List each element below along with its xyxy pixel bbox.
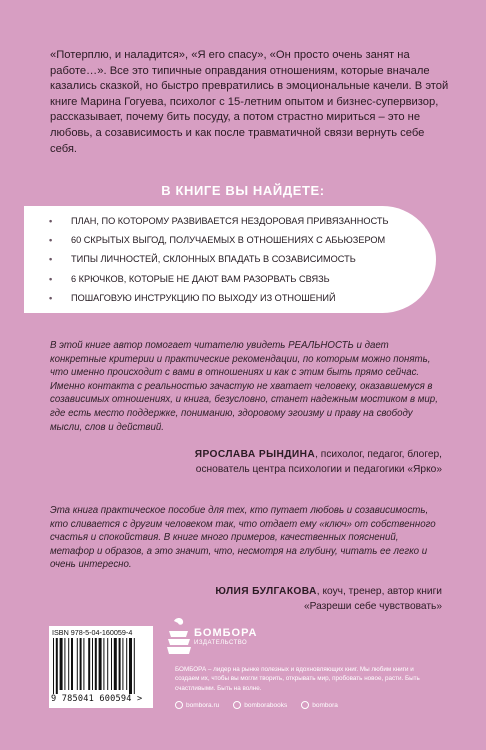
publisher-socials — [175, 701, 338, 709]
section-title: В КНИГЕ ВЫ НАЙДЕТЕ: — [161, 183, 325, 198]
social-site-label: bombora.ru — [186, 701, 220, 709]
contents-list — [49, 212, 436, 308]
list-item — [49, 212, 436, 231]
social-facebook[interactable] — [233, 701, 287, 709]
bullet-icon: • — [49, 254, 53, 265]
list-item-text: 6 КРЮЧКОВ, КОТОРЫЕ НЕ ДАЮТ ВАМ РАЗОРВАТЬ СВЯЗЬ — [71, 273, 330, 284]
review-attribution-2 — [215, 585, 442, 614]
bombora-logo-icon — [166, 617, 192, 657]
author-role-line2: основатель центра психологии и педагогики «Ярко» — [195, 463, 442, 475]
intro-text: Все это типичные оправдания отношениям, которые вначале казались сказкой, но быстро превратились в эмоциональные качели. В этой книге Марина Гогуева, психолог с 15-летним опытом и бизнес-супервизор, рассказывает, почему бить посуду, а потом страстно мириться – это не любовь, а созависимость и как после травматичной связи вернуть себе себя. — [50, 64, 449, 155]
contents-list-box — [24, 206, 436, 313]
list-item-text: 60 СКРЫТЫХ ВЫГОД, ПОЛУЧАЕМЫХ В ОТНОШЕНИЯХ С АБЬЮЗЕРОМ — [71, 235, 386, 246]
instagram-icon — [301, 701, 309, 709]
author-role: , коуч, тренер, автор книги — [316, 586, 442, 597]
publisher-name: БОМБОРА — [194, 627, 258, 639]
bullet-icon: • — [49, 235, 53, 246]
list-item — [49, 250, 436, 269]
barcode-bars-icon — [53, 638, 149, 694]
bullet-icon: • — [49, 273, 53, 284]
review-attribution-1 — [195, 448, 442, 477]
review-quote-2: Эта книга практическое пособие для тех, кто путает любовь и созависимость, кто сливается с другим человеком так, что отдает ему «ключ» от собственного счастья и спокойствия. В книге много примеров, качественных пояснений, метафор и образов, а это значит, что, несмотря на глубину, читать ее легко и очень интересно. — [50, 505, 436, 571]
intro-quotes: «Потерплю, и наладится», «Я его спасу», «Он просто очень занят на работе…». — [50, 49, 410, 77]
list-item — [49, 231, 436, 250]
list-item-text: ПЛАН, ПО КОТОРОМУ РАЗВИВАЕТСЯ НЕЗДОРОВАЯ ПРИВЯЗАННОСТЬ — [71, 216, 389, 226]
globe-icon — [175, 701, 183, 709]
author-name: ЯРОСЛАВА РЫНДИНА — [194, 449, 316, 460]
barcode-number: 9 785041 600594 > — [51, 694, 143, 704]
list-item — [49, 270, 436, 289]
isbn-text: ISBN 978-5-04-160059-4 — [52, 628, 133, 637]
intro-paragraph — [50, 48, 450, 157]
facebook-icon — [233, 701, 241, 709]
list-item-text: ТИПЫ ЛИЧНОСТЕЙ, СКЛОННЫХ ВПАДАТЬ В СОЗАВИСИМОСТЬ — [71, 254, 356, 265]
bullet-icon: • — [49, 216, 53, 226]
author-role-line2: «Разреши себе чувствовать» — [303, 600, 442, 612]
author-name: ЮЛИЯ БУЛГАКОВА — [215, 586, 317, 597]
social-facebook-label: bomborabooks — [244, 701, 288, 709]
list-item — [49, 289, 436, 308]
review-quote-1: В этой книге автор помогает читателю увидеть РЕАЛЬНОСТЬ и дает конкретные критерии и практические рекомендации, по которым можно понять, что именно происходит с вами в отношениях и как с этим быть прямо сейчас. Именно контакта с реальностью зачастую не хватает человеку, оказавшемуся в созависимых отношениях, и книга, безусловно, станет надежным мостиком в мир, где есть место поддержке, пониманию, здоровому эгоизму и праву на свободу мысли, слов и действий. — [50, 340, 438, 433]
social-instagram-label: bombora — [312, 701, 338, 709]
publisher-subtitle: ИЗДАТЕЛЬСТВО — [194, 640, 248, 646]
social-instagram[interactable] — [301, 701, 338, 709]
social-site[interactable] — [175, 701, 219, 709]
barcode — [49, 626, 153, 708]
bullet-icon: • — [49, 292, 53, 303]
list-item-text: ПОШАГОВУЮ ИНСТРУКЦИЮ ПО ВЫХОДУ ИЗ ОТНОШЕНИЙ — [71, 292, 336, 303]
publisher-description: БОМБОРА – лидер на рынке полезных и вдохновляющих книг. Мы любим книги и создаем их, чтобы вы могли творить, открывать мир, пробовать новое, расти. Быть счастливыми. Быть на волне. — [175, 666, 420, 692]
author-role: , психолог, педагог, блогер, — [315, 449, 442, 460]
